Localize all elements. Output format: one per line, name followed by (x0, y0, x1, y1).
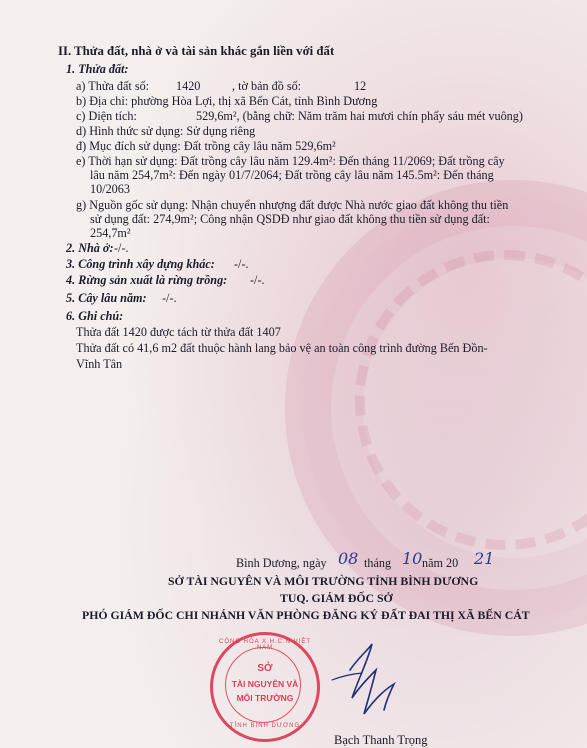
seal-ring-bottom: TỈNH BÌNH DƯƠNG (229, 723, 301, 729)
date-year-label: năm 20 (422, 556, 459, 570)
date-year: 21 (474, 549, 495, 568)
usage-term-line-1: e) Thời hạn sử dụng: Đất trồng cây lâu năm 129.4m²: Đến tháng 11/2069; Đất trồng cây (76, 154, 505, 168)
construction-value: -/-. (234, 257, 249, 271)
date-month: 10 (402, 549, 423, 568)
org-name: SỞ TÀI NGUYÊN VÀ MÔI TRƯỜNG TỈNH BÌNH DƯƠNG (168, 574, 479, 588)
map-sheet-label: , tờ bản đồ số: (232, 79, 302, 93)
seal-line-2: TÀI NGUYÊN VÀ (231, 679, 299, 689)
construction-label: 3. Công trình xây dựng khác: (66, 257, 215, 271)
usage-term-line-2: lâu năm 254,7m²: Đến ngày 01/7/2064; Đất trồng cây lâu năm 145.5m²: Đến tháng (90, 168, 494, 182)
signer-name: Bạch Thanh Trọng (334, 733, 428, 747)
seal-line-1: SỞ (257, 663, 273, 674)
area-label: c) Diện tích: (76, 109, 137, 123)
notes-label: 6. Ghi chú: (66, 309, 124, 323)
origin-line-2: sử dụng đất: 274,9m²; Công nhận QSDĐ như giao đất không thu tiền sử dụng đất: (90, 212, 490, 226)
land-heading: 1. Thửa đất: (66, 62, 129, 76)
seal-line-3: MÔI TRƯỜNG (236, 693, 294, 703)
date-day: 08 (338, 549, 359, 568)
house-label: 2. Nhà ở: (66, 241, 114, 255)
house-value: -/-. (114, 241, 129, 255)
usage-form-line: d) Hình thức sử dụng: Sử dụng riêng (76, 124, 256, 138)
perennial-label: 5. Cây lâu năm: (66, 291, 147, 305)
date-prefix: Bình Dương, ngày (236, 556, 327, 570)
origin-line-1: g) Nguồn gốc sử dụng: Nhận chuyển nhượng đất được Nhà nước giao đất không thu tiền (76, 198, 509, 212)
forest-value: -/-. (250, 273, 265, 287)
notes-line-3: Vĩnh Tân (76, 357, 123, 371)
address-line: b) Địa chỉ: phường Hòa Lợi, thị xã Bến Cát, tỉnh Bình Dương (76, 94, 378, 108)
parcel-number-value: 1420 (176, 79, 201, 93)
usage-term-line-3: 10/2063 (90, 182, 130, 196)
origin-line-3: 254,7m² (90, 226, 131, 240)
perennial-value: -/-. (162, 291, 177, 305)
date-month-label: tháng (364, 556, 392, 570)
usage-purpose-line: đ) Mục đích sử dụng: Đất trồng cây lâu năm 529,6m² (76, 139, 336, 153)
handwritten-signature (328, 640, 408, 730)
seal-ring-top: CỘNG HÒA X.H.C.N VIỆT NAM (218, 639, 311, 651)
map-sheet-value: 12 (354, 79, 367, 93)
notes-line-1: Thửa đất 1420 được tách từ thửa đất 1407 (76, 325, 281, 339)
area-value: 529,6m², (bằng chữ: Năm trăm hai mươi chín phẩy sáu mét vuông) (196, 109, 523, 123)
parcel-number-label: a) Thửa đất số: (76, 79, 150, 93)
signer-title: PHÓ GIÁM ĐỐC CHI NHÁNH VĂN PHÒNG ĐĂNG KÝ ĐẤT ĐAI THỊ XÃ BẾN CÁT (82, 608, 530, 622)
authorization: TUQ. GIÁM ĐỐC SỞ (280, 591, 393, 605)
section-title: II. Thửa đất, nhà ở và tài sản khác gắn liền với đất (58, 44, 335, 58)
official-seal (210, 632, 320, 742)
notes-line-2: Thửa đất có 41,6 m2 đất thuộc hành lang bảo vệ an toàn công trình đường Bến Đồn- (76, 341, 488, 355)
forest-label: 4. Rừng sản xuất là rừng trồng: (66, 273, 228, 287)
